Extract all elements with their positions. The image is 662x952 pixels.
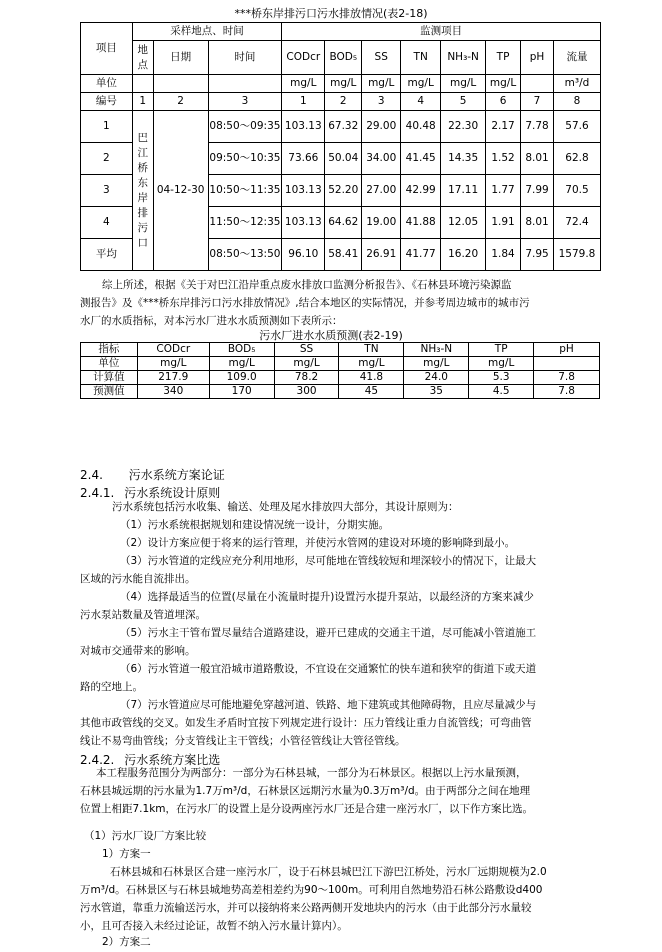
unit-cell: mg/L: [209, 357, 274, 371]
time-cell: 10:50～11:35: [208, 175, 282, 207]
number-cell: 6: [486, 93, 521, 111]
section-number: 2.4.2.: [80, 753, 115, 767]
row-id: 2: [81, 143, 133, 175]
param-cell: BOD₅: [209, 343, 274, 357]
value-cell: 19.00: [362, 207, 401, 239]
value-cell: 50.04: [325, 143, 362, 175]
plan1-title: 1）方案一: [102, 848, 151, 860]
value-cell: 1579.8: [553, 239, 600, 271]
value-cell: 96.10: [282, 239, 325, 271]
table2-caption: 污水厂进水水质预测(表2-19): [259, 329, 403, 342]
value-cell: 7.99: [521, 175, 554, 207]
value-cell: 2.17: [486, 111, 521, 143]
principle-line: （1）污水系统根据规划和建设情况统一设计，分期实施。: [120, 519, 390, 531]
param-cell: SS: [274, 343, 339, 357]
unit-cell: m³/d: [553, 75, 600, 93]
value-cell: 14.35: [441, 143, 486, 175]
summary-line: 综上所述，根据《关于对巴江沿岸重点废水排放口监测分析报告》、《石林县环境污染源监: [102, 279, 512, 291]
value-cell: 22.30: [441, 111, 486, 143]
unit-cell: mg/L: [486, 75, 521, 93]
value-cell: 27.00: [362, 175, 401, 207]
number-cell: 3: [362, 93, 401, 111]
unit-cell: mg/L: [469, 357, 534, 371]
header-sampling: 采样地点、时间: [132, 23, 282, 41]
value-cell: 170: [209, 385, 274, 399]
param-cell: BOD₅: [325, 41, 362, 75]
comparison-line: 本工程服务范围分为两部分：一部分为石林县城，一部分为石林景区。根据以上污水量预测，: [96, 767, 527, 779]
value-cell: 7.8: [534, 385, 600, 399]
row-id: 4: [81, 207, 133, 239]
principle-line: 区域的污水能自流排出。: [80, 573, 196, 585]
value-cell: 58.41: [325, 239, 362, 271]
time-cell: 08:50～13:50: [208, 239, 282, 271]
unit-label: 单位: [81, 75, 133, 93]
comparison-line: 石林县城远期的污水量为1.7万m³/d，石林景区远期污水量为0.3万m³/d。由于两部分之间在地理: [80, 785, 531, 797]
section-title: 污水系统设计原则: [124, 486, 221, 500]
param-cell: NH₃-N: [441, 41, 486, 75]
summary-line: 水厂的水质指标，对本污水厂进水水质预测如下表所示：: [80, 315, 343, 327]
comparison-line: 位置上相距7.1km，在污水厂的设置上是分设两座污水厂还是合建一座污水厂，以下作方案比选。: [80, 803, 534, 815]
unit-cell: mg/L: [274, 357, 339, 371]
indicator-label: 指标: [81, 343, 138, 357]
row-label: 计算值: [81, 371, 138, 385]
plan1-line: 石林县城和石林景区合建一座污水厂，设于石林县城巴江下游巴江桥处，污水厂远期规模为2.0: [110, 866, 547, 878]
value-cell: 45: [339, 385, 404, 399]
value-cell: 73.66: [282, 143, 325, 175]
value-cell: 62.8: [553, 143, 600, 175]
unit-cell: mg/L: [441, 75, 486, 93]
value-cell: 57.6: [553, 111, 600, 143]
unit-cell: mg/L: [137, 357, 209, 371]
param-cell: pH: [521, 41, 554, 75]
value-cell: 16.20: [441, 239, 486, 271]
value-cell: 1.91: [486, 207, 521, 239]
principle-line: （7）污水管道应尽可能地避免穿越河道、铁路、地下建筑或其他障碍物，且应尽量减少与: [120, 699, 537, 711]
param-cell: TN: [401, 41, 441, 75]
principle-line: 路的空地上。: [80, 681, 143, 693]
value-cell: 67.32: [325, 111, 362, 143]
value-cell: 1.52: [486, 143, 521, 175]
number-cell: 8: [553, 93, 600, 111]
value-cell: 103.13: [282, 207, 325, 239]
row-id: 3: [81, 175, 133, 207]
value-cell: 26.91: [362, 239, 401, 271]
value-cell: 8.01: [521, 143, 554, 175]
value-cell: 300: [274, 385, 339, 399]
value-cell: 24.0: [404, 371, 469, 385]
value-cell: 41.8: [339, 371, 404, 385]
location-cell: 巴 江 桥 东 岸 排 污 口: [132, 111, 153, 271]
principle-line: 其他市政管线的交叉。如发生矛盾时宜按下列规定进行设计：压力管线让重力自流管线；可弯曲管: [80, 717, 532, 729]
value-cell: 217.9: [137, 371, 209, 385]
date-cell: 04-12-30: [153, 111, 208, 271]
pollution-discharge-table: [80, 22, 601, 271]
principle-line: 对城市交通带来的影响。: [80, 645, 196, 657]
number-cell: 2: [325, 93, 362, 111]
value-cell: 7.78: [521, 111, 554, 143]
row-id: 1: [81, 111, 133, 143]
summary-line: 测报告》及《***桥东岸排污口污水排放情况》,结合本地区的实际情况，并参考周边城市的城市污: [80, 297, 530, 309]
value-cell: 8.01: [521, 207, 554, 239]
number-cell: 2: [153, 93, 208, 111]
value-cell: 35: [404, 385, 469, 399]
number-label: 编号: [81, 93, 133, 111]
principle-line: 污水系统包括污水收集、输送、处理及尾水排放四大部分，其设计原则为：: [112, 501, 459, 513]
param-cell: SS: [362, 41, 401, 75]
number-cell: 1: [132, 93, 153, 111]
principle-line: 污水泵站数量及管道埋深。: [80, 609, 206, 621]
number-cell: 1: [282, 93, 325, 111]
value-cell: 17.11: [441, 175, 486, 207]
section-heading-2-4: [80, 466, 225, 483]
principle-line: （6）污水管道一般宜沿城市道路敷设，不宜设在交通繁忙的快车道和狭窄的街道下或天道: [120, 663, 537, 675]
table1-caption: ***桥东岸排污口污水排放情况(表2-18): [234, 7, 428, 20]
value-cell: 4.5: [469, 385, 534, 399]
value-cell: 40.48: [401, 111, 441, 143]
unit-cell: mg/L: [404, 357, 469, 371]
value-cell: 42.99: [401, 175, 441, 207]
value-cell: 103.13: [282, 111, 325, 143]
section-title: 污水系统方案比选: [124, 753, 221, 767]
principle-line: （3）污水管道的定线应充分利用地形，尽可能地在管线较短和埋深较小的情况下，让最大: [120, 555, 537, 567]
value-cell: 34.00: [362, 143, 401, 175]
number-cell: 3: [208, 93, 282, 111]
principle-line: 线让不易弯曲管线；分支管线让主干管线；小管径管线让大管径管线。: [80, 735, 406, 747]
subsection-heading: （1）污水厂设厂方案比较: [84, 830, 207, 842]
number-cell: 5: [441, 93, 486, 111]
value-cell: 1.77: [486, 175, 521, 207]
unit-cell: [534, 357, 600, 371]
header-date: 日期: [153, 41, 208, 75]
header-place: 地 点: [132, 41, 153, 75]
row-id: 平均: [81, 239, 133, 271]
value-cell: 41.88: [401, 207, 441, 239]
value-cell: 340: [137, 385, 209, 399]
value-cell: 5.3: [469, 371, 534, 385]
param-cell: TN: [339, 343, 404, 357]
influent-quality-table: [80, 342, 600, 399]
value-cell: 7.95: [521, 239, 554, 271]
time-cell: 08:50～09:35: [208, 111, 282, 143]
time-cell: 09:50～10:35: [208, 143, 282, 175]
empty-cell: [153, 75, 208, 93]
value-cell: 29.00: [362, 111, 401, 143]
plan1-line: 小，且可否接入未经过论证，故暂不纳入污水量计算内）。: [80, 920, 348, 932]
value-cell: 41.45: [401, 143, 441, 175]
unit-cell: mg/L: [325, 75, 362, 93]
value-cell: 103.13: [282, 175, 325, 207]
unit-label: 单位: [81, 357, 138, 371]
header-item: 项目: [81, 23, 133, 75]
empty-cell: [208, 75, 282, 93]
header-monitor: 监测项目: [282, 23, 601, 41]
unit-cell: [521, 75, 554, 93]
param-cell: CODcr: [282, 41, 325, 75]
section-number: 2.4.: [80, 468, 103, 482]
param-cell: CODcr: [137, 343, 209, 357]
principle-line: （4）选择最适当的位置(尽量在小流量时提升)设置污水提升泵站，以最经济的方案来减少: [120, 591, 534, 603]
row-label: 预测值: [81, 385, 138, 399]
empty-cell: [132, 75, 153, 93]
value-cell: 52.20: [325, 175, 362, 207]
plan1-line: 万m³/d。石林景区与石林县城地势高差相差约为90～100m。可利用自然地势沿石林公路敷设d400: [80, 884, 543, 896]
value-cell: 72.4: [553, 207, 600, 239]
value-cell: 70.5: [553, 175, 600, 207]
value-cell: 12.05: [441, 207, 486, 239]
unit-cell: mg/L: [362, 75, 401, 93]
value-cell: 7.8: [534, 371, 600, 385]
unit-cell: mg/L: [401, 75, 441, 93]
value-cell: 109.0: [209, 371, 274, 385]
param-cell: TP: [469, 343, 534, 357]
value-cell: 78.2: [274, 371, 339, 385]
value-cell: 41.77: [401, 239, 441, 271]
plan2-title: 2）方案二: [102, 936, 151, 948]
number-cell: 4: [401, 93, 441, 111]
param-cell: TP: [486, 41, 521, 75]
section-number: 2.4.1.: [80, 486, 115, 500]
value-cell: 1.84: [486, 239, 521, 271]
number-cell: 7: [521, 93, 554, 111]
param-cell: 流量: [553, 41, 600, 75]
header-time: 时间: [208, 41, 282, 75]
param-cell: pH: [534, 343, 600, 357]
unit-cell: mg/L: [339, 357, 404, 371]
time-cell: 11:50～12:35: [208, 207, 282, 239]
principle-line: （2）设计方案应便于将来的运行管理，并使污水管网的建设对环境的影响降到最小。: [120, 537, 516, 549]
plan1-line: 污水管道，靠重力流输送污水，并可以接纳将来公路两侧开发地块内的污水（由于此部分污水量较: [80, 902, 532, 914]
principle-line: （5）污水主干管布置尽量结合道路建设，避开已建成的交通主干道，尽可能减小管道施工: [120, 627, 537, 639]
value-cell: 64.62: [325, 207, 362, 239]
param-cell: NH₃-N: [404, 343, 469, 357]
unit-cell: mg/L: [282, 75, 325, 93]
section-title: 污水系统方案论证: [128, 468, 225, 482]
